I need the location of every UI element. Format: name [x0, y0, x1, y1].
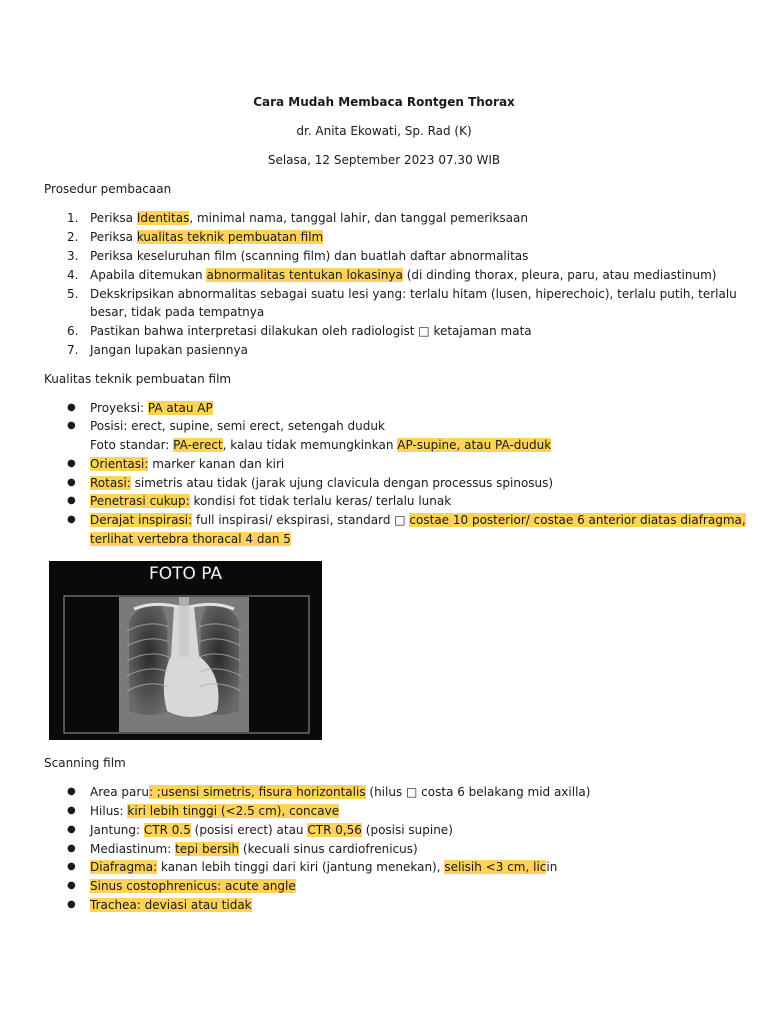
list-number: 4.	[67, 268, 79, 282]
list-item: Penetrasi cukup: kondisi fot tidak terlalu keras/ terlalu lunak	[90, 494, 452, 508]
list-item-continuation: besar, tidak pada tempatnya	[90, 305, 265, 319]
date-line: Selasa, 12 September 2023 07.30 WIB	[267, 153, 501, 167]
list-item: Proyeksi: PA atau AP	[90, 401, 213, 415]
chest-xray-graphic	[49, 561, 322, 740]
author-line: dr. Anita Ekowati, Sp. Rad (K)	[296, 124, 472, 138]
list-item: Periksa kualitas teknik pembuatan film	[90, 230, 324, 244]
list-item: Orientasi: marker kanan dan kiri	[90, 457, 285, 471]
document-title: Cara Mudah Membaca Rontgen Thorax	[253, 95, 515, 109]
section-heading-quality: Kualitas teknik pembuatan film	[44, 372, 232, 386]
list-item-continuation: terlihat vertebra thoracal 4 dan 5	[90, 532, 291, 546]
bullet-icon: ●	[67, 402, 76, 413]
list-number: 6.	[67, 324, 79, 338]
list-item: Jangan lupakan pasiennya	[90, 343, 248, 357]
list-item: Hilus: kiri lebih tinggi (<2.5 cm), concave	[90, 804, 340, 818]
bullet-icon: ●	[67, 805, 76, 816]
bullet-icon: ●	[67, 824, 76, 835]
bullet-icon: ●	[67, 899, 76, 910]
figure-caption: FOTO PA	[148, 564, 223, 584]
section-heading-procedure: Prosedur pembacaan	[44, 182, 172, 196]
list-item: Diafragma: kanan lebih tinggi dari kiri (jantung menekan), selisih <3 cm, licin	[90, 860, 558, 874]
bullet-icon: ●	[67, 514, 76, 525]
list-item: Derajat inspirasi: full inspirasi/ ekspirasi, standard □ costae 10 posterior/ costae 6 anterior diatas diafragma,	[90, 513, 746, 527]
bullet-icon: ●	[67, 458, 76, 469]
bullet-icon: ●	[67, 477, 76, 488]
list-item-continuation: Foto standar: PA-erect, kalau tidak memungkinkan AP-supine, atau PA-duduk	[90, 438, 552, 452]
list-item: Mediastinum: tepi bersih (kecuali sinus cardiofrenicus)	[90, 842, 418, 856]
bullet-icon: ●	[67, 786, 76, 797]
xray-image	[49, 561, 322, 740]
list-item: Rotasi: simetris atau tidak (jarak ujung clavicula dengan processus spinosus)	[90, 476, 554, 490]
bullet-icon: ●	[67, 420, 76, 431]
bullet-icon: ●	[67, 880, 76, 891]
bullet-icon: ●	[67, 843, 76, 854]
list-item: Apabila ditemukan abnormalitas tentukan lokasinya (di dinding thorax, pleura, paru, atau mediastinum)	[90, 268, 717, 282]
list-item: Periksa Identitas, minimal nama, tanggal lahir, dan tanggal pemeriksaan	[90, 211, 528, 225]
section-heading-scanning: Scanning film	[44, 756, 126, 770]
list-number: 7.	[67, 343, 79, 357]
bullet-icon: ●	[67, 861, 76, 872]
list-item: Pastikan bahwa interpretasi dilakukan oleh radiologist □ ketajaman mata	[90, 324, 532, 338]
list-item: Sinus costophrenicus: acute angle	[90, 879, 296, 893]
list-number: 2.	[67, 230, 79, 244]
list-item: Dekskripsikan abnormalitas sebagai suatu lesi yang: terlalu hitam (lusen, hiperechoic), terlalu putih, terlalu	[90, 287, 737, 301]
list-number: 1.	[67, 211, 79, 225]
list-number: 5.	[67, 287, 79, 301]
list-number: 3.	[67, 249, 79, 263]
list-item: Posisi: erect, supine, semi erect, setengah duduk	[90, 419, 385, 433]
list-item: Area paru: ;usensi simetris, fisura horizontalis (hilus □ costa 6 belakang mid axilla)	[90, 785, 591, 799]
bullet-icon: ●	[67, 495, 76, 506]
list-item: Trachea: deviasi atau tidak	[90, 898, 252, 912]
list-item: Periksa keseluruhan film (scanning film) dan buatlah daftar abnormalitas	[90, 249, 529, 263]
list-item: Jantung: CTR 0.5 (posisi erect) atau CTR 0,56 (posisi supine)	[90, 823, 453, 837]
